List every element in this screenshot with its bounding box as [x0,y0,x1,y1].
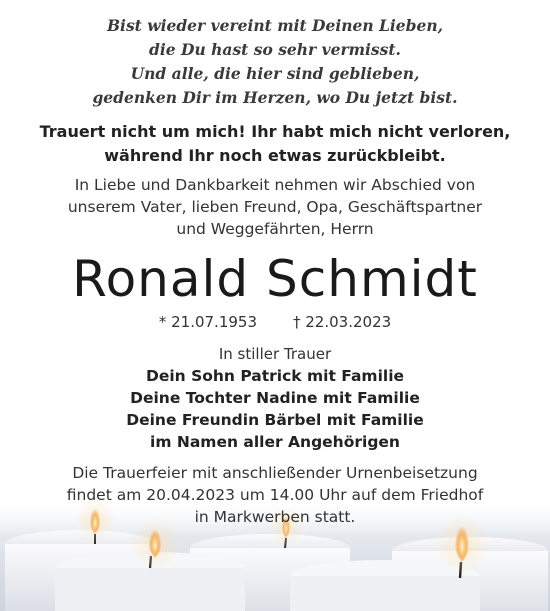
ceremony-line: in Markwerben statt. [194,508,356,526]
funeral-details [0,462,550,528]
mourners-list [0,365,550,453]
poem-line: die Du hast so sehr vermisst. [149,40,401,59]
farewell-intro [0,174,550,240]
mourner-item: Dein Sohn Patrick mit Familie [145,367,405,385]
mourner-item: Deine Freundin Bärbel mit Familie [126,411,424,429]
mourning-heading: In stiller Trauer [218,345,332,363]
farewell-quote [0,120,550,168]
death-date: † 22.03.2023 [293,313,392,331]
ceremony-line: findet am 20.04.2023 um 14.00 Uhr auf dem Friedhof [66,486,484,504]
poem-line: Und alle, die hier sind geblieben, [130,64,420,83]
mourner-item: Deine Tochter Nadine mit Familie [130,389,420,407]
quote-line: Trauert nicht um mich! Ihr habt mich nicht verloren, [39,122,511,141]
quote-line: während Ihr noch etwas zurückbleibt. [104,146,446,165]
intro-line: In Liebe und Dankbarkeit nehmen wir Abschied von [74,176,476,194]
birth-date: * 21.07.1953 [158,313,257,331]
life-dates [0,312,550,332]
deceased-name: Ronald Schmidt [72,250,478,308]
poem-line: Bist wieder vereint mit Deinen Lieben, [106,16,444,35]
intro-line: unserem Vater, lieben Freund, Opa, Geschäftspartner [67,198,483,216]
memorial-poem [0,14,550,110]
poem-line: gedenken Dir im Herzen, wo Du jetzt bist. [92,88,458,107]
mourner-item: im Namen aller Angehörigen [150,433,400,451]
intro-line: und Weggefährten, Herrn [176,220,374,238]
ceremony-line: Die Trauerfeier mit anschließender Urnenbeisetzung [72,464,478,482]
